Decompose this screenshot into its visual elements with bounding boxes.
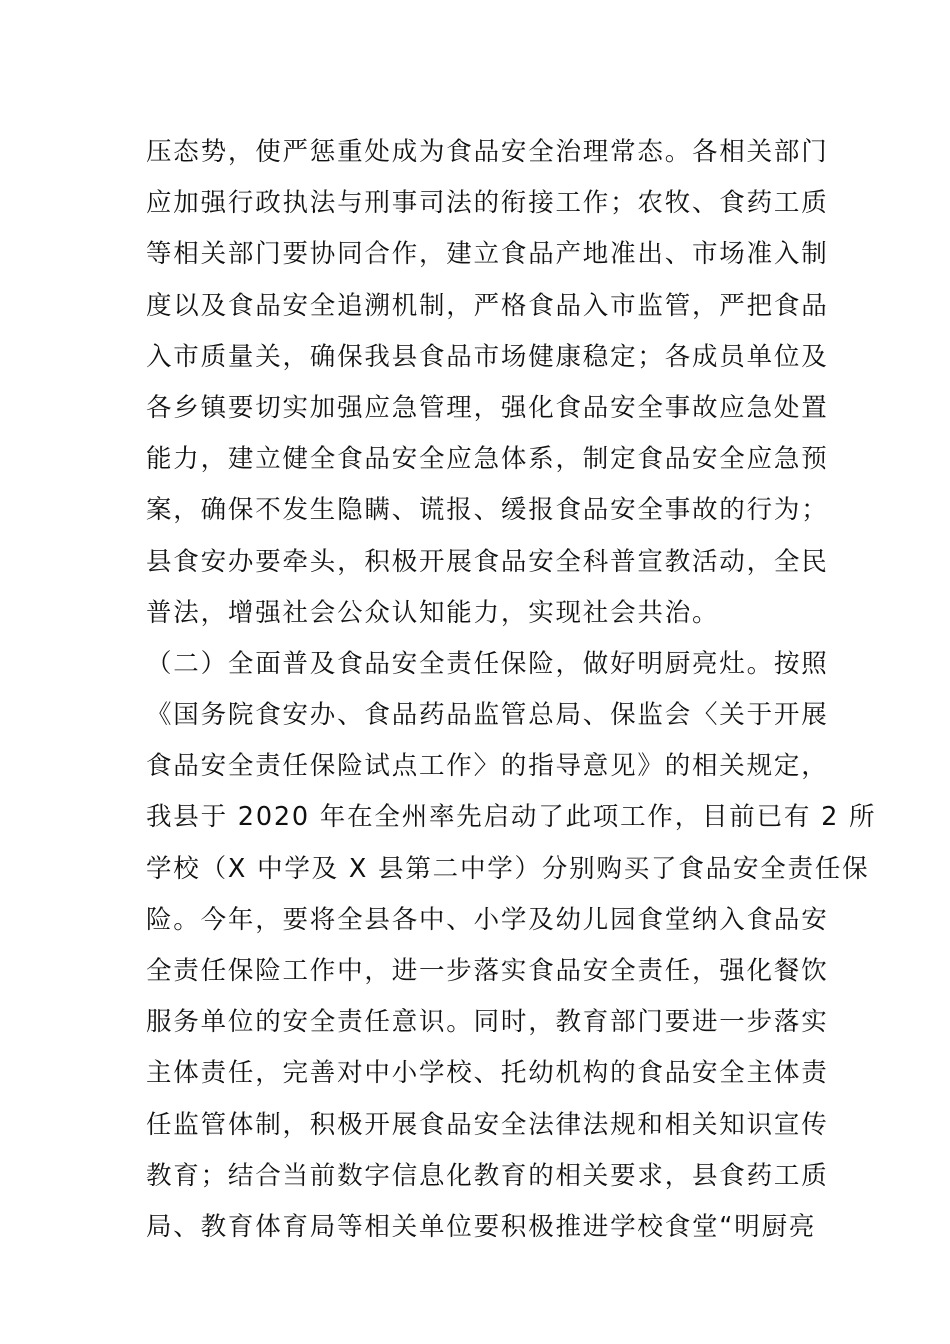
text-line-13: 食品安全责任保险试点工作〉的指导意见》的相关规定， (146, 751, 829, 782)
text-line-15: 学校（X 中学及 X 县第二中学）分别购买了食品安全责任保 (146, 853, 870, 884)
text-line-10: 普法，增强社会公众认知能力，实现社会共治。 (146, 597, 720, 628)
text-line-18: 服务单位的安全责任意识。同时，教育部门要进一步落实 (146, 1007, 829, 1038)
text-line-11: （二）全面普及食品安全责任保险，做好明厨亮灶。按照 (146, 648, 829, 679)
text-line-14: 我县于 2020 年在全州率先启动了此项工作，目前已有 2 所 (146, 802, 877, 833)
text-line-22: 局、教育体育局等相关单位要积极推进学校食堂“明厨亮 (146, 1211, 817, 1242)
text-line-8: 案，确保不发生隐瞒、谎报、缓报食品安全事故的行为； (146, 495, 829, 526)
text-line-4: 度以及食品安全追溯机制，严格食品入市监管，严把食品 (146, 290, 829, 321)
text-line-6: 各乡镇要切实加强应急管理，强化食品安全事故应急处置 (146, 392, 829, 423)
text-line-21: 教育；结合当前数字信息化教育的相关要求，县食药工质 (146, 1160, 829, 1191)
text-line-19: 主体责任，完善对中小学校、托幼机构的食品安全主体责 (146, 1058, 829, 1089)
text-line-3: 等相关部门要协同合作，建立食品产地准出、市场准入制 (146, 239, 829, 270)
text-line-9: 县食安办要牵头，积极开展食品安全科普宣教活动，全民 (146, 546, 829, 577)
document-body (146, 127, 877, 1253)
text-line-1: 压态势，使严惩重处成为食品安全治理常态。各相关部门 (146, 137, 829, 167)
text-line-12: 《国务院食安办、食品药品监管总局、保监会〈关于开展 (146, 700, 829, 731)
text-line-17: 全责任保险工作中，进一步落实食品安全责任，强化餐饮 (146, 956, 829, 986)
text-line-20: 任监管体制，积极开展食品安全法律法规和相关知识宣传 (146, 1109, 829, 1140)
text-line-7: 能力，建立健全食品安全应急体系，制定食品安全应急预 (146, 444, 829, 475)
text-line-2: 应加强行政执法与刑事司法的衔接工作；农牧、食药工质 (146, 188, 829, 219)
text-line-5: 入市质量关，确保我县食品市场健康稳定；各成员单位及 (146, 341, 829, 372)
text-line-16: 险。今年，要将全县各中、小学及幼儿园食堂纳入食品安 (146, 904, 829, 935)
